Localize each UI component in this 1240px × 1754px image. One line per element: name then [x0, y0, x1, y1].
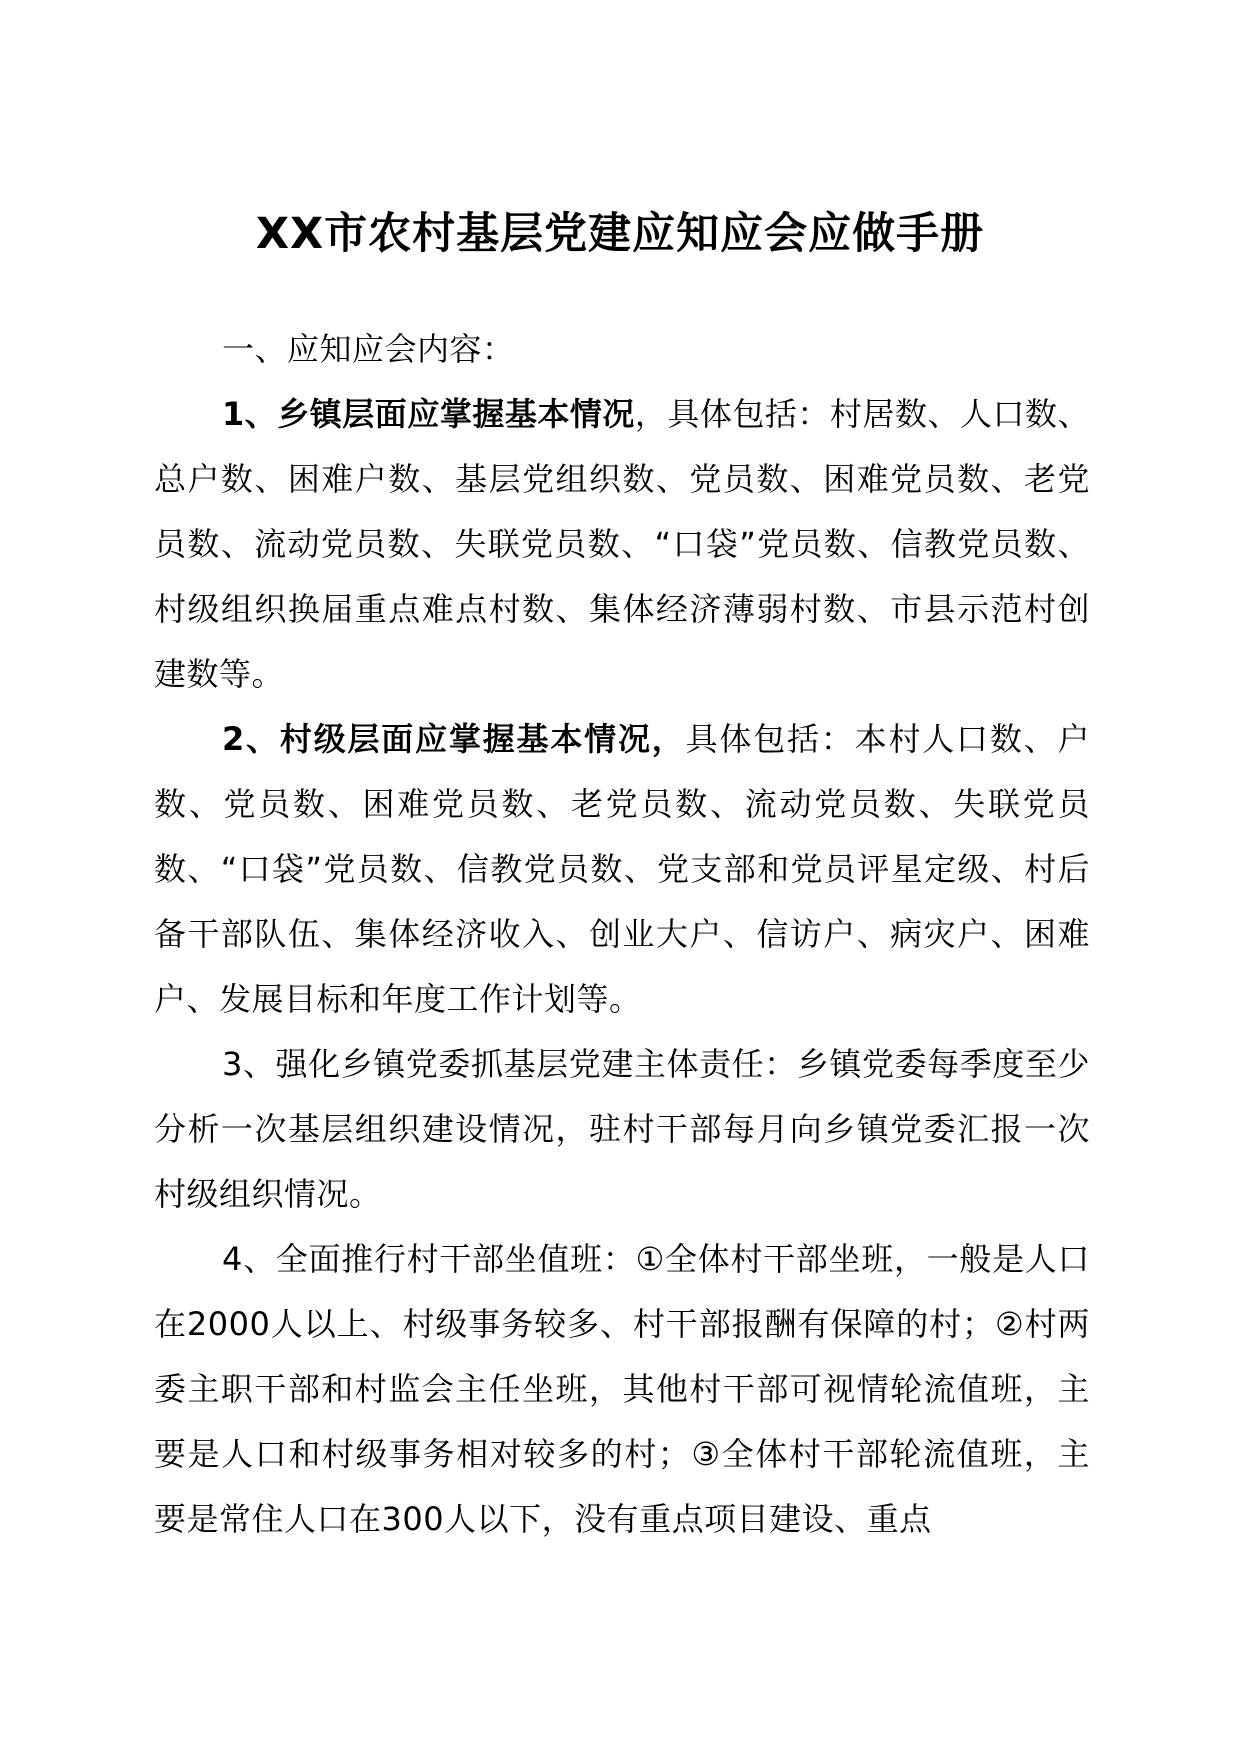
paragraph-item-1 [154, 382, 1090, 707]
item-4-text: 4、全面推行村干部坐值班：①全体村干部坐班，一般是人口在2000人以上、村级事务较多、村干部报酬有保障的村；②村两委主职干部和村监会主任坐班，其他村干部可视情轮流值班，主要是人口和村级事务相对较多的村；③全体村干部轮流值班，主要是常住人口在300人以下，没有重点项目建设、重点 [154, 1240, 1090, 1538]
paragraph-item-3 [154, 1032, 1090, 1227]
item-1-text: ，具体包括：村居数、人口数、总户数、困难户数、基层党组织数、党员数、困难党员数、老党员数、流动党员数、失联党员数、“口袋”党员数、信教党员数、村级组织换届重点难点村数、集体经济薄弱村数、市县示范村创建数等。 [154, 395, 1090, 693]
item-1-lead: 1、乡镇层面应掌握基本情况 [222, 395, 635, 433]
document-title: XX市农村基层党建应知应会应做手册 [255, 209, 985, 259]
paragraph-item-2 [154, 707, 1090, 1032]
paragraph-item-4 [154, 1227, 1090, 1552]
item-2-lead: 2、村级层面应掌握基本情况， [222, 720, 686, 758]
item-2-text: 具体包括：本村人口数、户数、党员数、困难党员数、老党员数、流动党员数、失联党员数、“口袋”党员数、信教党员数、党支部和党员评星定级、村后备干部队伍、集体经济收入、创业大户、信访户、病灾户、困难户、发展目标和年度工作计划等。 [154, 720, 1090, 1018]
section-heading: 一、应知应会内容： [222, 330, 515, 368]
document-body [154, 317, 1090, 1552]
item-3-text: 3、强化乡镇党委抓基层党建主体责任：乡镇党委每季度至少分析一次基层组织建设情况，驻村干部每月向乡镇党委汇报一次村级组织情况。 [154, 1045, 1090, 1213]
